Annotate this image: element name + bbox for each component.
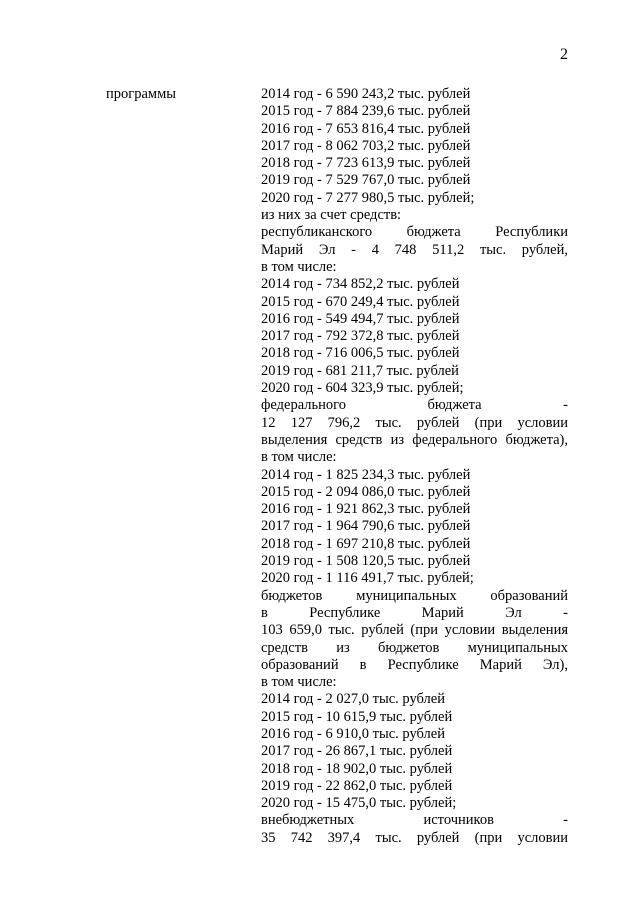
- text-line: выделения средств из федерального бюджета),: [261, 431, 568, 448]
- text-line: образований в Республике Марий Эл),: [261, 656, 568, 673]
- text-line: средств из бюджетов муниципальных: [261, 639, 568, 656]
- text-line: 2020 год - 1 116 491,7 тыс. рублей;: [261, 570, 474, 587]
- text-line: 2016 год - 7 653 816,4 тыс. рублей: [261, 120, 471, 137]
- text-line: республиканского бюджета Республики: [261, 224, 568, 241]
- text-line: 2016 год - 6 910,0 тыс. рублей: [261, 725, 445, 742]
- text-line: 2017 год - 1 964 790,6 тыс. рублей: [261, 518, 471, 535]
- text-line: 103 659,0 тыс. рублей (при условии выделения: [261, 622, 568, 639]
- text-line: 2017 год - 792 372,8 тыс. рублей: [261, 328, 460, 345]
- text-line: 2017 год - 26 867,1 тыс. рублей: [261, 743, 453, 760]
- text-line: в том числе:: [261, 449, 337, 466]
- text-line: 2015 год - 2 094 086,0 тыс. рублей: [261, 483, 471, 500]
- text-line: 2020 год - 15 475,0 тыс. рублей;: [261, 795, 457, 812]
- text-line: 2015 год - 10 615,9 тыс. рублей: [261, 708, 453, 725]
- text-line: 2018 год - 7 723 613,9 тыс. рублей: [261, 155, 471, 172]
- text-line: 2018 год - 716 006,5 тыс. рублей: [261, 345, 460, 362]
- funding-text-block: [261, 86, 568, 847]
- text-line: в том числе:: [261, 674, 337, 691]
- text-line: 35 742 397,4 тыс. рублей (при условии: [261, 829, 568, 846]
- text-line: 2019 год - 681 211,7 тыс. рублей: [261, 362, 459, 379]
- text-line: федерального бюджета -: [261, 397, 568, 414]
- text-line: 2017 год - 8 062 703,2 тыс. рублей: [261, 137, 471, 154]
- text-line: 2019 год - 7 529 767,0 тыс. рублей: [261, 172, 471, 189]
- text-line: бюджетов муниципальных образований: [261, 587, 568, 604]
- text-line: в Республике Марий Эл -: [261, 604, 568, 621]
- text-line: внебюджетных источников -: [261, 812, 568, 829]
- text-line: 2015 год - 670 249,4 тыс. рублей: [261, 293, 460, 310]
- page-number: 2: [560, 46, 568, 63]
- text-line: 2018 год - 18 902,0 тыс. рублей: [261, 760, 453, 777]
- text-line: 2019 год - 22 862,0 тыс. рублей: [261, 777, 453, 794]
- text-line: 2016 год - 549 494,7 тыс. рублей: [261, 310, 460, 327]
- text-line: Марий Эл - 4 748 511,2 тыс. рублей,: [261, 241, 568, 258]
- text-line: в том числе:: [261, 258, 337, 275]
- text-line: 12 127 796,2 тыс. рублей (при условии: [261, 414, 568, 431]
- text-line: 2016 год - 1 921 862,3 тыс. рублей: [261, 501, 471, 518]
- text-line: 2020 год - 7 277 980,5 тыс. рублей;: [261, 189, 475, 206]
- text-line: 2020 год - 604 323,9 тыс. рублей;: [261, 380, 464, 397]
- text-line: 2014 год - 1 825 234,3 тыс. рублей: [261, 466, 471, 483]
- text-line: 2014 год - 6 590 243,2 тыс. рублей: [261, 86, 471, 102]
- text-line: 2019 год - 1 508 120,5 тыс. рублей: [261, 553, 471, 570]
- row-label: программы: [106, 86, 176, 102]
- text-line: 2014 год - 734 852,2 тыс. рублей: [261, 276, 460, 293]
- text-line: из них за счет средств:: [261, 207, 402, 224]
- text-line: 2015 год - 7 884 239,6 тыс. рублей: [261, 103, 471, 120]
- text-line: 2018 год - 1 697 210,8 тыс. рублей: [261, 535, 471, 552]
- text-line: 2014 год - 2 027,0 тыс. рублей: [261, 691, 445, 708]
